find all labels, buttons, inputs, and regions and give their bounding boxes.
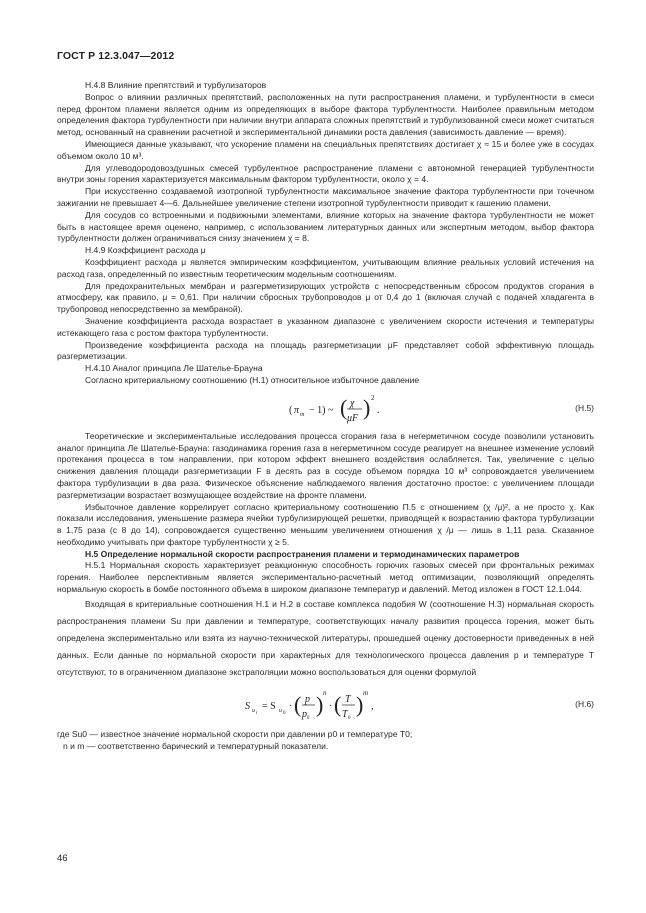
formula-h6-svg [245,685,385,727]
formula-note: где Su0 — известное значение нормальной скорости при давлении p0 и температуре T0; [57,728,413,739]
svg-text:): ) [356,691,364,717]
svg-text:(: ( [289,404,293,416]
paragraph: Коэффициент расхода μ является эмпирическим коэффициентом, учитывающим влияние реальных условий истечения на расход газа, определенный по известным теоретическим модельным соотношениям. [57,256,594,279]
svg-text:(: ( [334,691,342,717]
svg-text:n: n [323,688,327,697]
svg-text:0: 0 [283,710,286,716]
paragraph: Для углеводородовоздушных смесей турбулентное распространение пламени с автономной генерацией турбулентности внутри зоны горения характеризуется максимальным фактором турбулентности, около χ = 4. [57,162,594,185]
svg-text:= S: = S [262,700,276,712]
svg-text:χ: χ [350,397,355,409]
svg-text:π: π [294,404,300,416]
svg-text:u: u [252,707,255,714]
svg-text:T: T [342,708,348,720]
paragraph: При искусственно создаваемой изотропной турбулентности максимальное значение фактора турбулентности при точечном зажигании не превышает 4—6. Дальнейшее увеличение степени изотропной турбулентности приводит к гашению пламени. [57,186,594,208]
formula-h5-svg [289,391,399,429]
svg-text:p: p [302,708,307,720]
section-heading-h410: Н.4.10 Аналог принципа Ле Шателье-Брауна [85,363,263,374]
page-number: 46 [57,853,68,864]
section-heading-h48: Н.4.8 Влияние препятствий и турбулизаторов [85,80,267,90]
formula-h5-label: (Н.5) [575,402,594,413]
paragraph: Вопрос о влиянии различных препятствий, расположенных на пути распространения пламени, и турбулентности в смеси перед фронтом пламени является одним из определяющих в выборе фактора турбулентности. Наиболее правильным методом определения фактора турбулентности при наличии внутри аппарата сложных препятствий и турбулизованной смеси может считаться метод, основанный на сравнении расчетной и экспериментальной динамики роста давления (зависимость давление — время). [57,91,594,138]
svg-text:u: u [279,707,282,714]
svg-text:(: ( [340,394,348,420]
formula-h5 [57,387,594,431]
formula-h5-expression [289,391,399,433]
paragraph: Для предохранительных мембран и разгерметизирующих устройств с непосредственным сбросом продуктов сгорания в атмосферу, как правило, μ = 0,61. При наличии сбросных трубопроводов μ от 0,4 до 1 (включая случай с подачей хладагента в трубопровод непосредственно за мембраной). [57,280,594,315]
svg-text:T: T [345,693,351,705]
paragraph: Значение коэффициента расхода возрастает в указанном диапазоне с увеличением скорости истечения и температуры истекающего газа с ростом фактора турбулентности. [57,315,594,338]
paragraph: Н.5.1 Нормальная скорость характеризует реакционную способность горючих газовых смесей при фронтальных режимах горения. Наиболее перспективным является экспериментально-расчетный метод оптимизации, позволяющий определять нормальную скорость в бомбе постоянного объема в широком диапазоне температур и давлений. Метод изложен в ГОСТ 12.1.044. [57,560,594,595]
standard-header: ГОСТ Р 12.3.047—2012 [57,50,175,62]
svg-text:μF: μF [347,412,359,424]
paragraph: Согласно критериальному соотношению (Н.1) относительное избыточное давление [85,374,420,385]
formula-h6 [57,683,594,729]
svg-text:i: i [256,710,258,716]
svg-text:·: · [329,700,333,712]
paragraph: Для сосудов со встроенными и подвижными элементами, влияние которых на значение фактора турбулентности не может быть в настоящее время оценено, например, с использованием литературных данных или экспертным методом, выбор фактора турбулентности должен ограничиваться снизу значением χ = 8. [57,209,594,244]
svg-text:0: 0 [348,715,351,721]
svg-text:,: , [371,700,374,712]
svg-text:p: p [305,693,310,705]
svg-text:(: ( [294,691,302,717]
paragraph: Входящая в критериальные соотношения Н.1 и Н.2 в составе комплекса подобия W (соотношение Н.3) нормальная скорость распространения пламени Su при давлении и температуре, соответствующих началу развития процесса горения, может быть определена экспериментально или взята из научно-технической литературы, прошедшей оценку достоверности приведенных в ней данных. Если данные по нормальной скорости при характерных для технологического процесса давления p и температуре T отсутствуют, то в ограниченном диапазоне экстраполяции можно воспользоваться для оценки формулой [57,598,594,677]
svg-text:·: · [289,700,293,712]
paragraph: Имеющиеся данные указывают, что ускорение пламени на специальных препятствиях достигает χ ≈ 15 и более уже в сосудах объемом около 10 м³. [57,138,594,161]
svg-text:− 1) ~: − 1) ~ [309,404,334,416]
svg-text:m: m [363,688,369,697]
svg-text:.: . [377,404,380,416]
paragraph: Избыточное давление коррелирует согласно критериальному соотношению П.5 с отношением (χ /μ)², а не просто χ. Как показали исследования, уменьшение размера ячейки турбулизирующей решетки, приводящей к возрастанию фактора турбулизации в 1,75 раза (с 8 до 14), сопровождается существенно меньшим увеличением отношения χ /μ — лишь в 1,11 раза. Сказанное необходимо учитывать при факторе турбулентности χ ≥ 5. [57,501,594,547]
svg-text:2: 2 [371,393,375,402]
paragraph: Произведение коэффициента расхода на площадь разгерметизации μF представляет собой эффективную площадь разгерметизации. [57,339,594,362]
section-heading-h5: Н.5 Определение нормальной скорости распространения пламени и термодинамических параметров [85,548,520,559]
svg-text:m: m [300,411,305,418]
formula-note: n и m — соответственно барический и температурный показатели. [63,740,329,751]
svg-text:0: 0 [307,715,310,721]
formula-h6-expression [245,685,385,731]
section-heading-h49: Н.4.9 Коэффициент расхода μ [85,245,206,256]
body-text [57,80,594,752]
formula-h6-label: (Н.6) [575,698,594,709]
svg-text:): ) [363,394,371,420]
svg-text:): ) [316,691,324,717]
svg-text:S: S [245,700,250,712]
paragraph: Теоретические и экспериментальные исследования процесса сгорания газа в негерметичном сосуде позволили установить аналог принципа Ле Шателье-Брауна: газодинамика горения газа в негерметичном сосуде реагирует на внешнее изменение условий протекания процесса в том направлении, при котором эффект внешнего воздействия ослабляется. Так, увеличение с целью снижения давления площади разгерметизации F в десять раз в сосуде объемом порядка 10 м³ сопровождается увеличением фактора турбулизации в два раза. Физическое объяснение наблюдаемого явления достаточно простое: с увеличением площади разгерметизации возрастает возмущающее воздействие на фронте пламени. [57,430,594,500]
